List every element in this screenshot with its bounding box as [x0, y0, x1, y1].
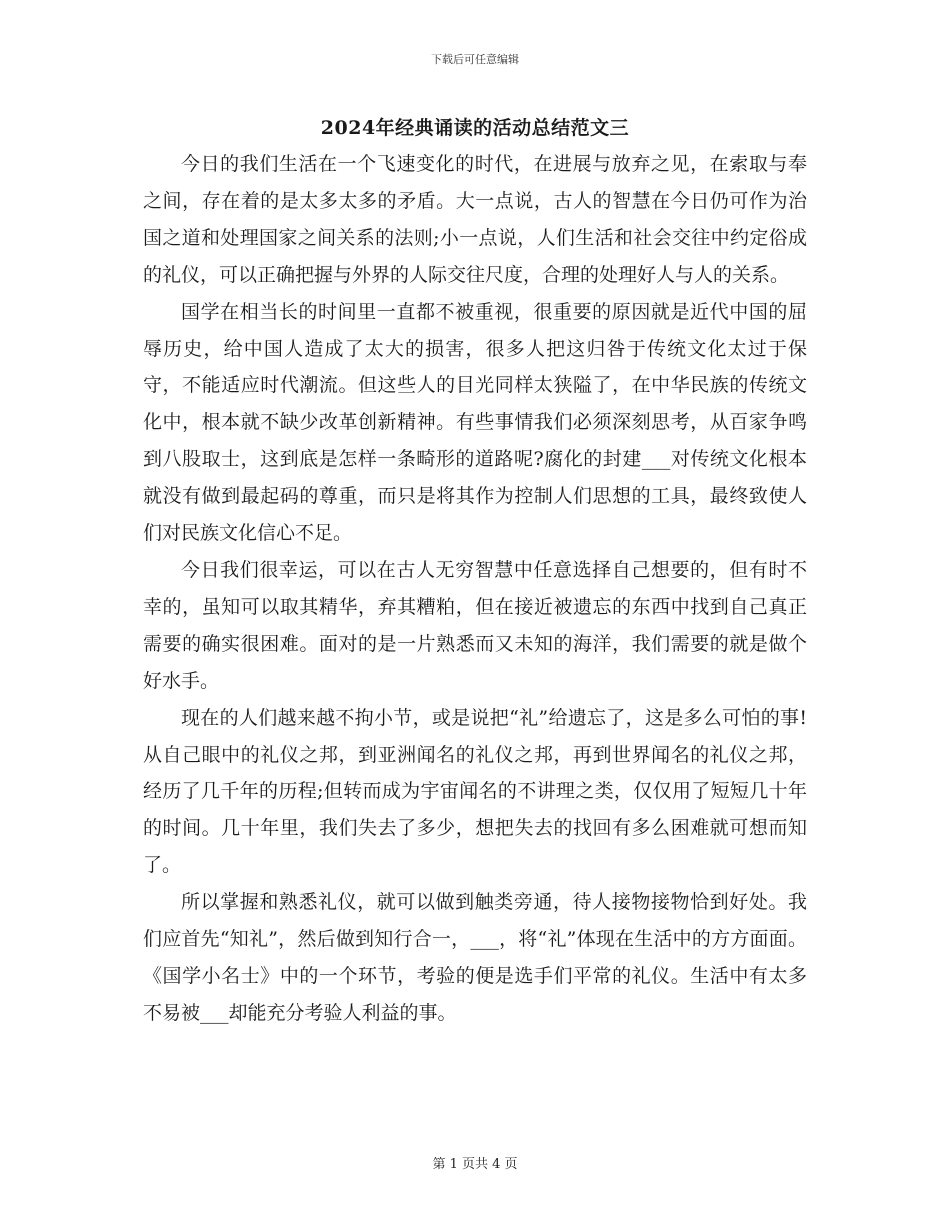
paragraph-4: 现在的人们越来越不拘小节，或是说把“礼”给遗忘了，这是多么可怕的事!从自己眼中的礼仪之邦，到亚洲闻名的礼仪之邦，再到世界闻名的礼仪之邦，经历了几千年的历程;但转而成为宇宙闻名的不讲理之类，仅仅用了短短几十年的时间。几十年里，我们失去了多少，想把失去的找回有多么困难就可想而知了。	[143, 706, 807, 877]
page-number: 第 1 页共 4 页	[432, 1157, 518, 1172]
paragraph-3: 今日我们很幸运，可以在古人无穷智慧中任意选择自己想要的，但有时不幸的，虽知可以取其精华，弃其糟粕，但在接近被遗忘的东西中找到自己真正需要的确实很困难。面对的是一片熟悉而又未知的海洋，我们需要的就是做个好水手。	[143, 558, 807, 692]
page-header-note: 下载后可任意编辑	[431, 53, 519, 66]
document-title: 2024年经典诵读的活动总结范文三	[320, 117, 630, 139]
paragraph-1: 今日的我们生活在一个飞速变化的时代，在进展与放弃之见，在索取与奉之间，存在着的是太多太多的矛盾。大一点说，古人的智慧在今日仍可作为治国之道和处理国家之间关系的法则;小一点说，人们生活和社会交往中约定俗成的礼仪，可以正确把握与外界的人际交往尺度，合理的处理好人与人的关系。	[143, 153, 807, 286]
paragraph-2: 国学在相当长的时间里一直都不被重视，很重要的原因就是近代中国的屈辱历史，给中国人造成了太大的损害，很多人把这归咎于传统文化太过于保守，不能适应时代潮流。但这些人的目光同样太狭隘了，在中华民族的传统文化中，根本就不缺少改革创新精神。有些事情我们必须深刻思考，从百家争鸣到八股取士，这到底是怎样一条畸形的道路呢?腐化的封建___对传统文化根本就没有做到最起码的尊重，而只是将其作为控制人们思想的工具，最终致使人们对民族文化信心不足。	[143, 300, 807, 545]
document-body	[143, 146, 807, 1032]
paragraph-5: 所以掌握和熟悉礼仪，就可以做到触类旁通，待人接物接物恰到好处。我们应首先“知礼”，然后做到知行合一，___，将“礼”体现在生活中的方方面面。《国学小名士》中的一个环节，考验的便是选手们平常的礼仪。生活中有太多不易被___却能充分考验人利益的事。	[143, 891, 807, 1024]
